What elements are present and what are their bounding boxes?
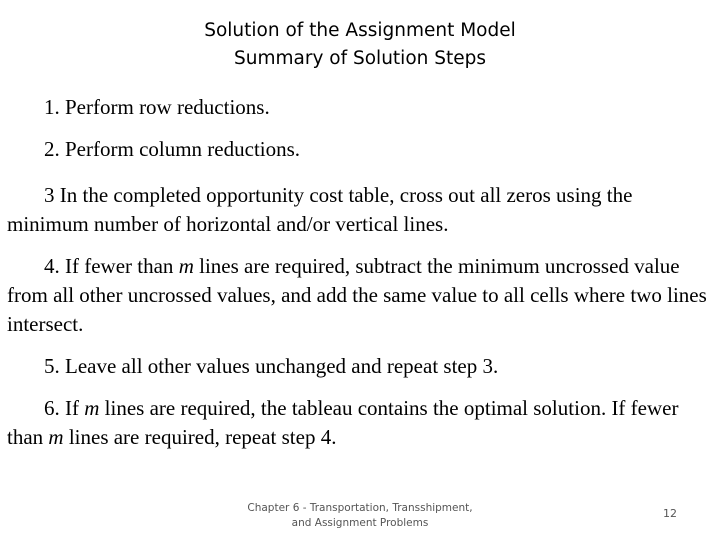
slide-footer xyxy=(240,501,480,531)
step-2-text: 2. Perform column reductions. xyxy=(44,137,301,161)
step-6-variable-m-2: m xyxy=(48,425,64,449)
step-2 xyxy=(7,135,715,164)
footer-line-2: and Assignment Problems xyxy=(291,517,429,529)
step-3-text: 3 In the completed opportunity cost table, cross out all zeros using the minimum number of horizontal and/or vertical lines. xyxy=(7,183,633,236)
step-3 xyxy=(7,181,715,239)
step-6-text-middle: lines are required, the tableau contains the optimal solution. If fewer than xyxy=(7,396,679,449)
footer-line-1: Chapter 6 - Transportation, Transshipment, xyxy=(247,502,473,514)
step-4-variable-m: m xyxy=(178,254,194,278)
step-4-text-start: 4. If fewer than xyxy=(44,254,179,278)
step-6-text-start: 6. If xyxy=(44,396,85,420)
page-number: 12 xyxy=(663,507,677,520)
step-4-text-end: lines are required, subtract the minimum uncrossed value from all other uncrossed values, and add the same value to all cells where two lines intersect. xyxy=(7,254,707,336)
step-5-text: 5. Leave all other values unchanged and repeat step 3. xyxy=(44,354,499,378)
step-1 xyxy=(7,93,715,122)
step-6 xyxy=(7,394,715,452)
step-5 xyxy=(7,352,715,381)
title-line-1: Solution of the Assignment Model xyxy=(204,20,516,41)
step-4 xyxy=(7,252,715,339)
step-1-text: 1. Perform row reductions. xyxy=(44,95,270,119)
slide-title xyxy=(0,17,720,73)
step-6-variable-m: m xyxy=(84,396,100,420)
title-line-2: Summary of Solution Steps xyxy=(234,48,486,69)
steps-list xyxy=(7,93,715,465)
step-6-text-end: lines are required, repeat step 4. xyxy=(63,425,337,449)
